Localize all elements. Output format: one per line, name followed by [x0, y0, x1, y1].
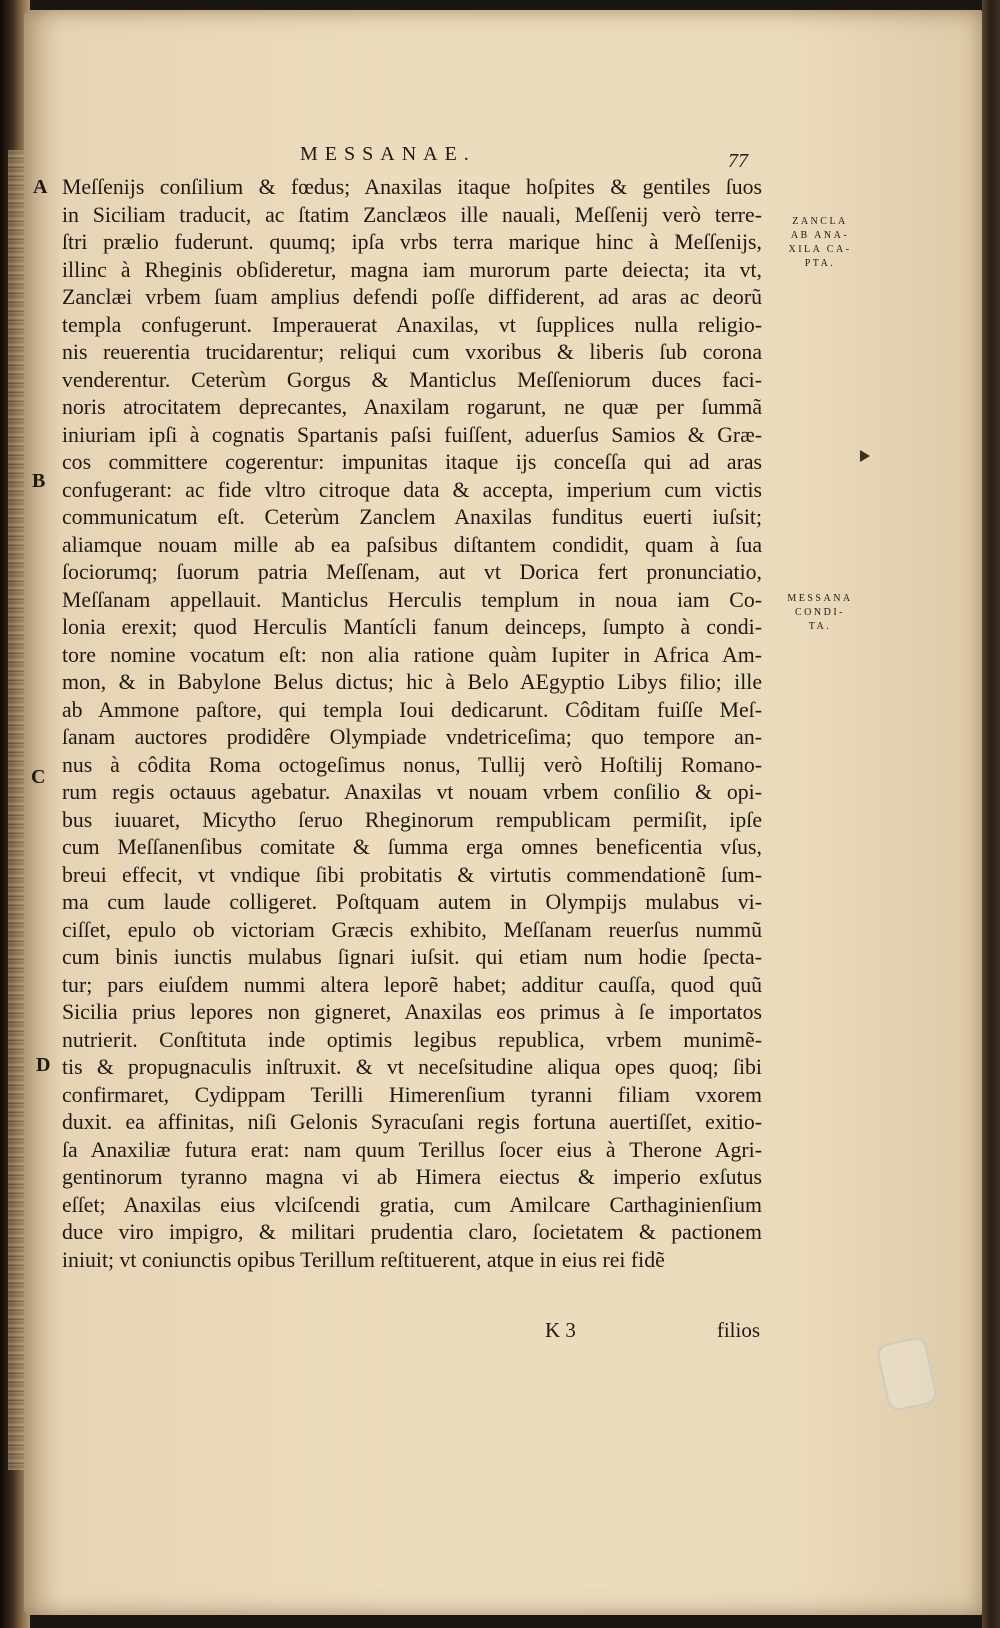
text-line: lonia erexit; quod Herculis Mantícli fanum deinceps, ſumpto à condi- [62, 615, 762, 639]
text-line: cum binis iunctis mulabus ſignari iuſsit. qui etiam num hodie ſpecta- [62, 945, 762, 969]
text-line: eſſet; Anaxilas eius vlciſcendi gratia, cum Amilcare Carthaginienſium [62, 1192, 762, 1217]
text-line: ab Ammone paſtore, qui templa Ioui dedicarunt. Côditam fuiſſe Meſ- [62, 697, 762, 722]
signature-mark: K 3 [545, 1318, 576, 1342]
text-line: confugerant: ac fide vltro citroque data & accepta, imperium cum victis [62, 477, 762, 502]
margin-note-line: AB ANA- [790, 230, 850, 241]
margin-note-line: XILA CA- [788, 244, 852, 255]
text-line: templa confugerunt. Imperauerat Anaxilas, vt ſupplices nulla religio- [62, 312, 762, 337]
text-line: Zanclæi vrbem ſuam amplius defendi poſſe diffiderent, ad aras ac deorũ [62, 285, 762, 309]
text-line: Meſſenijs conſilium & fœdus; Anaxilas itaque hoſpites & gentiles ſuos [62, 175, 762, 199]
text-line: noris atrocitatem deprecantes, Anaxilam rogarunt, ne quæ per ſummã [62, 395, 762, 419]
text-line: communicatum eſt. Ceterùm Zanclem Anaxilas funditus euerti iuſsit; [62, 505, 762, 529]
margin-note-messana [770, 592, 870, 634]
text-line: aliamque nouam mille ab ea paſsibus diſtantem condidit, quam à ſua [62, 532, 762, 557]
catchword-line [545, 1318, 760, 1343]
section-letter-b: B [32, 470, 46, 492]
text-line: cos committere cogerentur: impunitas itaque ijs conceſſa qui ad aras [62, 450, 762, 474]
catchword: filios [716, 1318, 760, 1342]
text-line: ciſſet, epulo ob victoriam Græcis exhibito, Meſſanam reuerſus nummũ [62, 917, 762, 942]
section-letter-a: A [33, 176, 48, 198]
text-line: ſtri prælio fuderunt. quumq; ipſa vrbs terra marique hinc à Meſſenijs, [62, 230, 762, 254]
text-line: cum Meſſanenſibus comitate & ſumma erga omnes beneficentia vſus, [62, 835, 762, 859]
text-line: tis & propugnaculis inſtruxit. & vt neceſsitudine aliqua opes quoq; ſibi [62, 1055, 762, 1079]
margin-note-line: CONDI- [795, 607, 845, 618]
margin-note-line: ZANCLA [792, 216, 848, 227]
text-line: Sicilia prius lepores non gigneret, Anaxilas eos primus à ſe importatos [62, 1000, 762, 1024]
text-line: mon, & in Babylone Belus dictus; hic à Belo AEgyptio Libys filio; ille [62, 670, 762, 694]
running-head: MESSANAE. [300, 143, 476, 165]
text-line: duce viro impigro, & militari prudentia claro, ſocietatem & pactionem [62, 1220, 762, 1244]
margin-note-line: PTA. [804, 258, 836, 269]
section-letter-d: D [36, 1054, 51, 1076]
text-line: venderentur. Ceterùm Gorgus & Manticlus Meſſeniorum duces faci- [62, 367, 762, 392]
text-line: bus iuuaret, Micytho ſeruo Rheginorum rempublicam permiſit, ipſe [62, 807, 762, 832]
margin-note-line: TA. [808, 621, 832, 632]
text-line: in Siciliam traducit, ac ſtatim Zanclæos ille nauali, Meſſenij verò terre- [62, 202, 762, 227]
book-cover-edge [982, 0, 1000, 1628]
margin-note-zancla [770, 215, 870, 271]
text-line: nis reuerentia trucidarentur; reliqui cum vxoribus & liberis ſub corona [62, 340, 762, 364]
page-number: 77 [728, 150, 748, 172]
text-line: ma cum laude colligeret. Poſtquam autem in Olympijs mulabus vi- [62, 890, 762, 914]
text-line: confirmaret, Cydippam Terilli Himerenſium tyranni filiam vxorem [62, 1082, 762, 1107]
text-line: Meſſanam appellauit. Manticlus Herculis templum in noua iam Co- [62, 587, 762, 612]
text-line: tore nomine vocatum eſt: non alia ratione quàm Iupiter in Africa Am- [62, 642, 762, 667]
text-line: breui effecit, vt vndique ſibi probitatis & virtutis commendationẽ ſum- [62, 862, 762, 887]
text-line: gentinorum tyranno magna vi ab Himera eiectus & imperio exſutus [62, 1165, 762, 1189]
text-line: nus à côdita Roma octogeſimus nonus, Tullij verò Hoſtilij Romano- [62, 752, 762, 777]
text-line: tur; pars eiuſdem nummi altera leporẽ habet; additur cauſſa, quod quũ [62, 972, 762, 997]
section-letter-c: C [31, 766, 46, 788]
ink-blot-mark [860, 450, 870, 462]
text-line: duxit. ea affinitas, niſi Gelonis Syracuſani regis fortuna auertiſſet, exitio- [62, 1110, 762, 1134]
text-line: rum regis octauus agebatur. Anaxilas vt nouam vrbem conſilio & opi- [62, 780, 762, 804]
text-line: iniuriam ipſi à cognatis Spartanis paſsi fuiſſent, aduerſus Samios & Græ- [62, 422, 762, 447]
text-line: ſociorumq; ſuorum patria Meſſenam, aut vt Dorica fert pronunciatio, [62, 560, 762, 584]
text-line: ſanam auctores prodidêre Olympiade vndetriceſima; quo tempore an- [62, 725, 762, 749]
text-line: nutrierit. Conſtituta inde optimis legibus republica, vrbem munimẽ- [62, 1027, 762, 1052]
text-line: iniuit; vt coniunctis opibus Terillum reſtituerent, atque in eius rei fidẽ [62, 1247, 665, 1272]
body-text [62, 174, 762, 1274]
margin-note-line: MESSANA [787, 593, 853, 604]
text-line: illinc à Rheginis obſideretur, magna iam murorum parte deiecta; ita vt, [62, 257, 762, 282]
text-line: ſa Anaxiliæ futura erat: nam quum Terillus ſocer eius à Therone Agri- [62, 1137, 762, 1162]
